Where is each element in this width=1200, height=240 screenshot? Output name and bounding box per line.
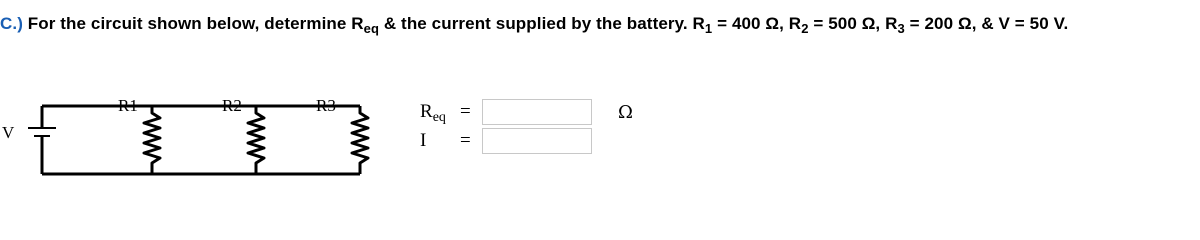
question-after-req: & the current supplied by the battery. R xyxy=(379,14,705,33)
question-r1-value: = 400 Ω, R xyxy=(712,14,802,33)
req-answer-row xyxy=(420,97,633,127)
question-sub-1: 1 xyxy=(704,21,713,36)
resistor-r3 xyxy=(352,106,368,174)
question-text xyxy=(0,14,1200,34)
question-prefix: C.) xyxy=(0,14,23,33)
question-sub-eq: eq xyxy=(363,21,380,36)
ohm-unit: Ω xyxy=(618,101,633,123)
current-equals: = xyxy=(460,130,471,151)
req-label-sub: eq xyxy=(432,110,446,125)
question-sub-2: 2 xyxy=(801,21,809,36)
req-label: $R_{eq}$ xyxy=(420,101,446,125)
r2-label: R2 xyxy=(222,96,242,115)
question-r3-value: = 200 Ω, & V = 50 V. xyxy=(904,14,1069,33)
resistor-r2 xyxy=(248,106,264,174)
r1-label: R1 xyxy=(118,96,138,115)
battery-label: V xyxy=(2,123,15,142)
r3-label: R3 xyxy=(316,96,336,115)
current-label: I xyxy=(420,130,427,151)
current-input[interactable] xyxy=(482,128,592,154)
resistor-r1 xyxy=(144,106,160,174)
req-equals: = xyxy=(460,101,471,122)
question-main: For the circuit shown below, determine R xyxy=(22,14,364,33)
req-input[interactable] xyxy=(482,99,592,125)
current-answer-row xyxy=(420,126,592,156)
question-r2-value: = 500 Ω, R xyxy=(808,14,898,33)
circuit-diagram xyxy=(0,86,400,186)
question-sub-3: 3 xyxy=(897,21,905,36)
